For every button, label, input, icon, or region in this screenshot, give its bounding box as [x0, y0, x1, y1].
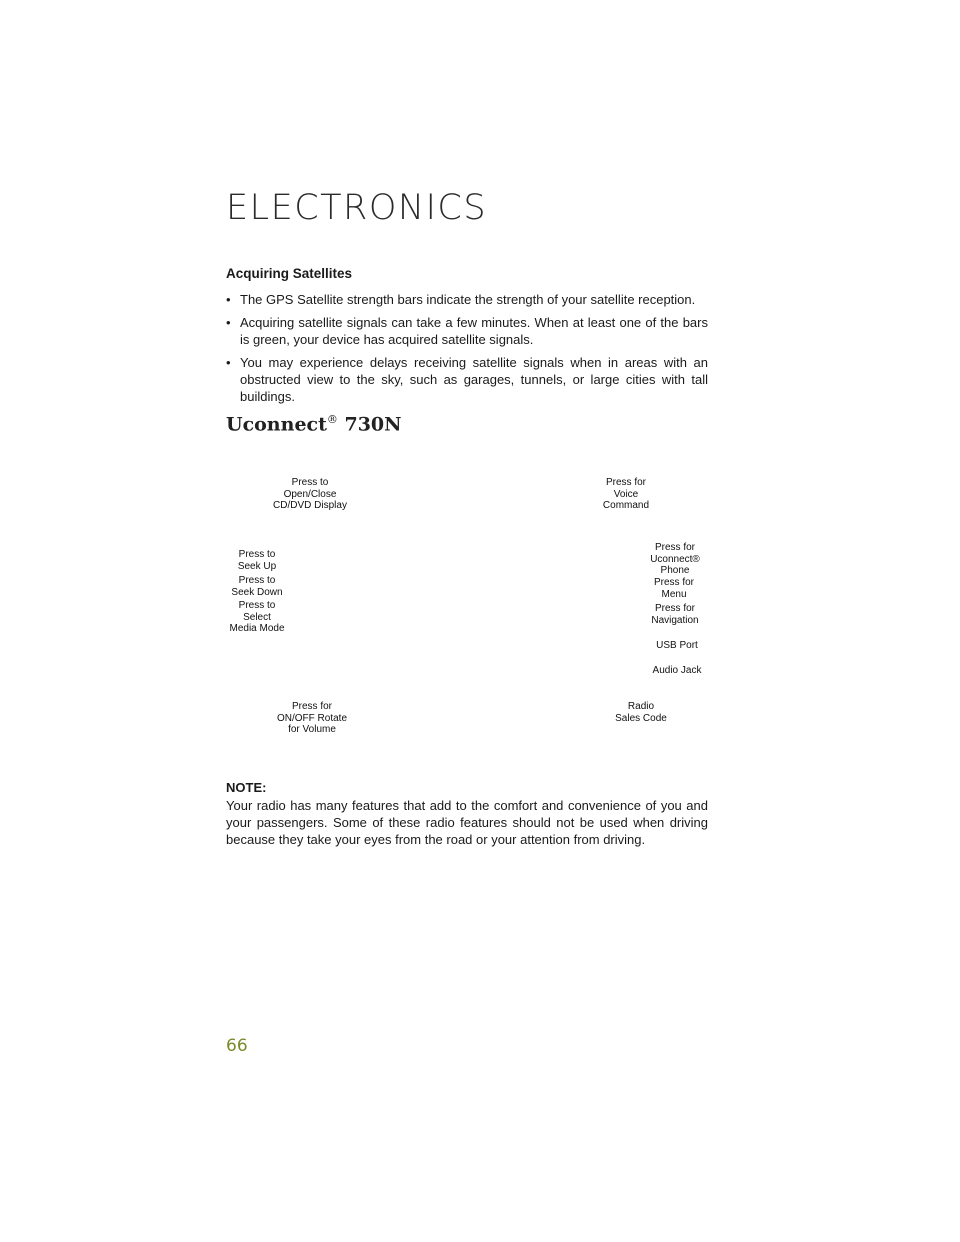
note-text: Your radio has many features that add to the comfort and convenience of you and your passengers. Some of these radio features should not be used when driving because they take your eyes from the road or your attention from driving. [226, 798, 708, 847]
callout-audio-jack: Audio Jack [652, 665, 702, 676]
product-name: Uconnect [226, 413, 327, 436]
bullet-item: • You may experience delays receiving satellite signals when in areas with an obstructed view to the sky, such as garages, tunnels, or large cities with tall buildings. [226, 354, 708, 405]
bullet-item: • Acquiring satellite signals can take a few minutes. When at least one of the bars is green, your device has acquired satellite signals. [226, 314, 708, 348]
callout-sales-code: Radio Sales Code [615, 701, 667, 724]
callout-usb-port: USB Port [656, 640, 698, 651]
bullet-item: • The GPS Satellite strength bars indicate the strength of your satellite reception. [226, 291, 708, 308]
page-number: 66 [226, 1036, 248, 1056]
product-model: 730N [337, 413, 402, 436]
callout-uconnect-phone: Press for Uconnect® Phone [650, 542, 700, 576]
callout-navigation: Press for Navigation [651, 603, 699, 626]
section-title: ELECTRONICS [226, 188, 488, 228]
registered-mark: ® [326, 413, 338, 426]
acquiring-satellites-heading: Acquiring Satellites [226, 266, 353, 281]
callout-menu: Press for Menu [653, 577, 694, 600]
callout-voice-command: Press for Voice Command [602, 477, 650, 511]
callout-seek-down: Press to Seek Down [231, 575, 283, 598]
callout-open-close: Press to Open/Close CD/DVD Display [273, 477, 347, 511]
callout-seek-up: Press to Seek Up [237, 549, 277, 572]
callout-media-mode: Press to Select Media Mode [229, 600, 285, 634]
note-label: NOTE: [226, 780, 267, 795]
note-section [226, 780, 708, 848]
callout-volume: Press for ON/OFF Rotate for Volume [276, 701, 347, 735]
